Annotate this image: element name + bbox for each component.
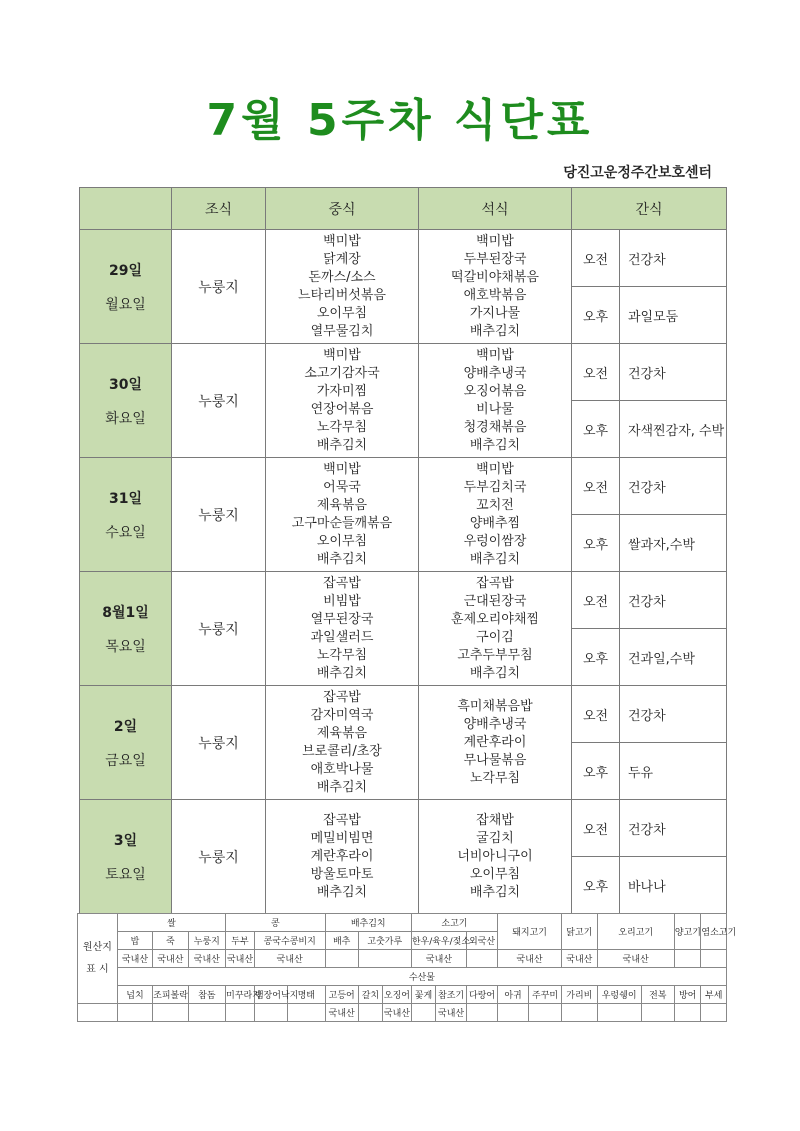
seafood-name: 다랑어	[467, 986, 498, 1004]
day-date: 30일	[108, 376, 142, 393]
dinner-item: 오이무침	[469, 866, 521, 882]
origin-value: 국내산	[498, 950, 562, 968]
header-lunch: 중식	[266, 188, 419, 230]
day-weekday: 수요일	[105, 524, 146, 541]
snack-am-label: 오전	[572, 686, 620, 743]
lunch-item: 백미밥	[323, 461, 361, 477]
dinner-item: 백미밥	[476, 461, 514, 477]
origin-sub-item: 누룽지	[188, 932, 226, 950]
day-weekday: 월요일	[105, 296, 146, 313]
snack-am-item: 건강차	[620, 230, 727, 287]
origin-lamb: 양고기	[674, 914, 701, 950]
origin-value: 국내산	[226, 950, 255, 968]
dinner-item: 계란후라이	[463, 734, 527, 750]
dinner-item: 백미밥	[476, 347, 514, 363]
dinner-item: 우렁이쌈장	[463, 533, 527, 549]
lunch-item: 비빔밥	[323, 593, 361, 609]
snack-pm-label: 오후	[572, 743, 620, 800]
lunch-item: 메밀비빔면	[310, 830, 374, 846]
lunch-item: 어묵국	[323, 479, 361, 495]
lunch-item: 닭계장	[323, 251, 361, 267]
day-weekday: 목요일	[105, 638, 146, 655]
origin-value: 국내산	[117, 950, 152, 968]
lunch-item: 오이무침	[316, 533, 368, 549]
origin-value	[467, 950, 498, 968]
snack-am-label: 오전	[572, 230, 620, 287]
origin-label-line2: 표 시	[86, 963, 109, 975]
dinner-cell	[419, 458, 572, 572]
snack-am-item: 건강차	[620, 458, 727, 515]
breakfast-cell: 누룽지	[172, 800, 266, 914]
seafood-value	[701, 1004, 727, 1022]
dinner-cell	[419, 230, 572, 344]
snack-pm-label: 오후	[572, 401, 620, 458]
dinner-item: 고추두부무침	[457, 647, 533, 663]
origin-group-beef: 소고기	[411, 914, 497, 932]
seafood-value	[562, 1004, 597, 1022]
lunch-item: 감자미역국	[310, 707, 374, 723]
snack-pm-item: 쌀과자,수박	[620, 515, 727, 572]
lunch-cell	[266, 800, 419, 914]
lunch-item: 브로콜리/초장	[302, 743, 382, 759]
lunch-cell	[266, 344, 419, 458]
breakfast-cell: 누룽지	[172, 686, 266, 800]
snack-pm-label: 오후	[572, 515, 620, 572]
seafood-name: 뱀장어낙지	[254, 986, 287, 1004]
seafood-value: 국내산	[383, 1004, 412, 1022]
seafood-value	[117, 1004, 152, 1022]
dinner-item: 백미밥	[476, 233, 514, 249]
snack-am-item: 건강차	[620, 800, 727, 857]
lunch-item: 노각무침	[316, 419, 368, 435]
lunch-item: 계란후라이	[310, 848, 374, 864]
lunch-cell	[266, 572, 419, 686]
lunch-item: 잡곡밥	[323, 575, 361, 591]
origin-sub-item: 한우/육우/젖소	[411, 932, 466, 950]
lunch-item: 배추김치	[316, 884, 368, 900]
day-date: 29일	[108, 262, 142, 279]
lunch-cell	[266, 458, 419, 572]
seafood-value	[153, 1004, 188, 1022]
seafood-name: 오징어	[383, 986, 412, 1004]
seafood-value	[498, 1004, 529, 1022]
origin-group-bean: 콩	[226, 914, 325, 932]
origin-sub-item: 외국산	[467, 932, 498, 950]
snack-pm-label: 오후	[572, 287, 620, 344]
lunch-item: 배추김치	[316, 437, 368, 453]
dinner-item: 비나물	[476, 401, 514, 417]
dinner-item: 배추김치	[469, 323, 521, 339]
breakfast-cell: 누룽지	[172, 344, 266, 458]
day-row	[80, 344, 727, 401]
dinner-item: 훈제오리야채찜	[451, 611, 539, 627]
snack-am-item: 건강차	[620, 572, 727, 629]
seafood-value	[226, 1004, 255, 1022]
day-cell	[80, 800, 172, 914]
dinner-item: 꼬치전	[476, 497, 514, 513]
origin-sub-item: 죽	[153, 932, 188, 950]
origin-sub-item: 고춧가루	[358, 932, 411, 950]
day-weekday: 금요일	[105, 752, 146, 769]
dinner-item: 양배추찜	[469, 515, 521, 531]
origin-sub-item: 배추	[325, 932, 358, 950]
day-cell	[80, 458, 172, 572]
seafood-name: 가리비	[562, 986, 597, 1004]
day-weekday: 화요일	[105, 410, 146, 427]
day-row	[80, 458, 727, 515]
origin-goat: 염소고기	[701, 914, 727, 950]
origin-blank	[78, 1004, 118, 1022]
day-weekday: 토요일	[105, 866, 146, 883]
lunch-item: 느타리버섯볶음	[298, 287, 386, 303]
lunch-item: 노각무침	[316, 647, 368, 663]
seafood-value	[641, 1004, 674, 1022]
seafood-name: 우렁쉥이	[597, 986, 641, 1004]
lunch-item: 열무물김치	[310, 323, 374, 339]
dinner-item: 가지나물	[469, 305, 521, 321]
origin-group-rice: 쌀	[117, 914, 225, 932]
seafood-value: 국내산	[436, 1004, 467, 1022]
dinner-item: 애호박볶음	[463, 287, 527, 303]
seafood-name: 전복	[641, 986, 674, 1004]
day-date: 3일	[113, 832, 138, 849]
dinner-cell	[419, 344, 572, 458]
day-date: 2일	[113, 718, 138, 735]
origin-table	[77, 913, 737, 1022]
seafood-name: 주꾸미	[528, 986, 561, 1004]
origin-sub-item: 두부	[226, 932, 255, 950]
dinner-item: 떡갈비야채볶음	[451, 269, 539, 285]
dinner-cell	[419, 572, 572, 686]
seafood-value	[254, 1004, 287, 1022]
origin-group-kimchi: 배추김치	[325, 914, 411, 932]
dinner-item: 양배추냉국	[463, 365, 527, 381]
seafood-name: 참돔	[188, 986, 226, 1004]
page-title: 7월 5주차 식단표	[206, 95, 594, 146]
origin-duck: 오리고기	[597, 914, 674, 950]
header-breakfast: 조식	[172, 188, 266, 230]
dinner-item: 배추김치	[469, 884, 521, 900]
day-cell	[80, 344, 172, 458]
snack-am-label: 오전	[572, 572, 620, 629]
seafood-value: 국내산	[325, 1004, 358, 1022]
origin-value: 국내산	[153, 950, 188, 968]
lunch-item: 애호박나물	[310, 761, 374, 777]
origin-sub-item: 밥	[117, 932, 152, 950]
origin-value: 국내산	[597, 950, 674, 968]
seafood-name: 조피볼락	[153, 986, 188, 1004]
day-cell	[80, 686, 172, 800]
snack-am-item: 건강차	[620, 686, 727, 743]
seafood-value	[411, 1004, 435, 1022]
snack-pm-item: 건과일,수박	[620, 629, 727, 686]
lunch-item: 잡곡밥	[323, 812, 361, 828]
day-row	[80, 230, 727, 287]
origin-value: 국내산	[254, 950, 325, 968]
dinner-item: 배추김치	[469, 437, 521, 453]
seafood-name: 넙치	[117, 986, 152, 1004]
seafood-value	[188, 1004, 226, 1022]
lunch-item: 제육볶음	[316, 725, 368, 741]
seafood-name: 아귀	[498, 986, 529, 1004]
seafood-name: 고등어	[325, 986, 358, 1004]
day-row	[80, 572, 727, 629]
breakfast-cell: 누룽지	[172, 230, 266, 344]
origin-value	[358, 950, 411, 968]
snack-pm-label: 오후	[572, 857, 620, 914]
lunch-item: 돈까스/소스	[308, 269, 376, 285]
lunch-item: 배추김치	[316, 779, 368, 795]
dinner-item: 배추김치	[469, 665, 521, 681]
origin-seafood-title: 수산물	[117, 968, 726, 986]
origin-value	[674, 950, 701, 968]
lunch-item: 방울토마토	[310, 866, 374, 882]
snack-am-label: 오전	[572, 800, 620, 857]
origin-sub-item: 콩국수콩비지	[254, 932, 325, 950]
origin-value: 국내산	[562, 950, 597, 968]
origin-pork: 돼지고기	[498, 914, 562, 950]
seafood-value	[597, 1004, 641, 1022]
dinner-item: 굴김치	[476, 830, 514, 846]
origin-value	[701, 950, 727, 968]
origin-chicken: 닭고기	[562, 914, 597, 950]
lunch-item: 백미밥	[323, 347, 361, 363]
day-cell	[80, 230, 172, 344]
snack-pm-item: 과일모둠	[620, 287, 727, 344]
snack-pm-item: 바나나	[620, 857, 727, 914]
dinner-item: 구이김	[476, 629, 514, 645]
lunch-item: 잡곡밥	[323, 689, 361, 705]
seafood-name: 참조기	[436, 986, 467, 1004]
lunch-item: 오이무침	[316, 305, 368, 321]
lunch-item: 가자미찜	[316, 383, 368, 399]
seafood-name: 부세	[701, 986, 727, 1004]
seafood-name: 갈치	[358, 986, 382, 1004]
lunch-item: 고구마순들깨볶음	[291, 515, 393, 531]
lunch-item: 백미밥	[323, 233, 361, 249]
day-cell	[80, 572, 172, 686]
dinner-item: 양배추냉국	[463, 716, 527, 732]
lunch-item: 열무된장국	[310, 611, 374, 627]
breakfast-cell: 누룽지	[172, 458, 266, 572]
snack-pm-item: 자색찐감자, 수박	[620, 401, 727, 458]
day-row	[80, 686, 727, 743]
seafood-value	[467, 1004, 498, 1022]
dinner-item: 두부된장국	[463, 251, 527, 267]
dinner-cell	[419, 800, 572, 914]
lunch-item: 배추김치	[316, 551, 368, 567]
header-snack: 간식	[572, 188, 727, 230]
dinner-item: 노각무침	[469, 770, 521, 786]
seafood-value	[288, 1004, 326, 1022]
snack-pm-label: 오후	[572, 629, 620, 686]
seafood-name: 명태	[288, 986, 326, 1004]
dinner-item: 너비아니구이	[457, 848, 533, 864]
origin-label-line1: 원산지	[82, 941, 112, 953]
dinner-item: 잡채밥	[476, 812, 514, 828]
dinner-item: 청경채볶음	[463, 419, 527, 435]
snack-pm-item: 두유	[620, 743, 727, 800]
dinner-cell	[419, 686, 572, 800]
day-date: 8월1일	[102, 604, 149, 621]
lunch-item: 과일샐러드	[310, 629, 374, 645]
lunch-item: 소고기감자국	[304, 365, 380, 381]
seafood-name: 미꾸라지	[226, 986, 255, 1004]
dinner-item: 무나물볶음	[463, 752, 527, 768]
day-row	[80, 800, 727, 857]
origin-label	[78, 914, 118, 1004]
seafood-value	[358, 1004, 382, 1022]
lunch-cell	[266, 230, 419, 344]
snack-am-label: 오전	[572, 458, 620, 515]
lunch-item: 연장어볶음	[310, 401, 374, 417]
menu-table	[79, 187, 727, 914]
snack-am-item: 건강차	[620, 344, 727, 401]
dinner-item: 근대된장국	[463, 593, 527, 609]
dinner-item: 배추김치	[469, 551, 521, 567]
dinner-item: 오징어볶음	[463, 383, 527, 399]
dinner-item: 잡곡밥	[476, 575, 514, 591]
breakfast-cell: 누룽지	[172, 572, 266, 686]
lunch-item: 배추김치	[316, 665, 368, 681]
lunch-cell	[266, 686, 419, 800]
seafood-value	[674, 1004, 701, 1022]
menu-header-row	[80, 188, 727, 230]
header-blank	[80, 188, 172, 230]
origin-value: 국내산	[188, 950, 226, 968]
dinner-item: 흑미채볶음밥	[457, 698, 533, 714]
day-date: 31일	[108, 490, 142, 507]
origin-value: 국내산	[411, 950, 466, 968]
snack-am-label: 오전	[572, 344, 620, 401]
organization-name: 당진고운정주간보호센터	[563, 165, 712, 181]
origin-value	[325, 950, 358, 968]
dinner-item: 두부김치국	[463, 479, 527, 495]
header-dinner: 석식	[419, 188, 572, 230]
seafood-name: 방어	[674, 986, 701, 1004]
seafood-name: 꽃게	[411, 986, 435, 1004]
seafood-value	[528, 1004, 561, 1022]
lunch-item: 제육볶음	[316, 497, 368, 513]
